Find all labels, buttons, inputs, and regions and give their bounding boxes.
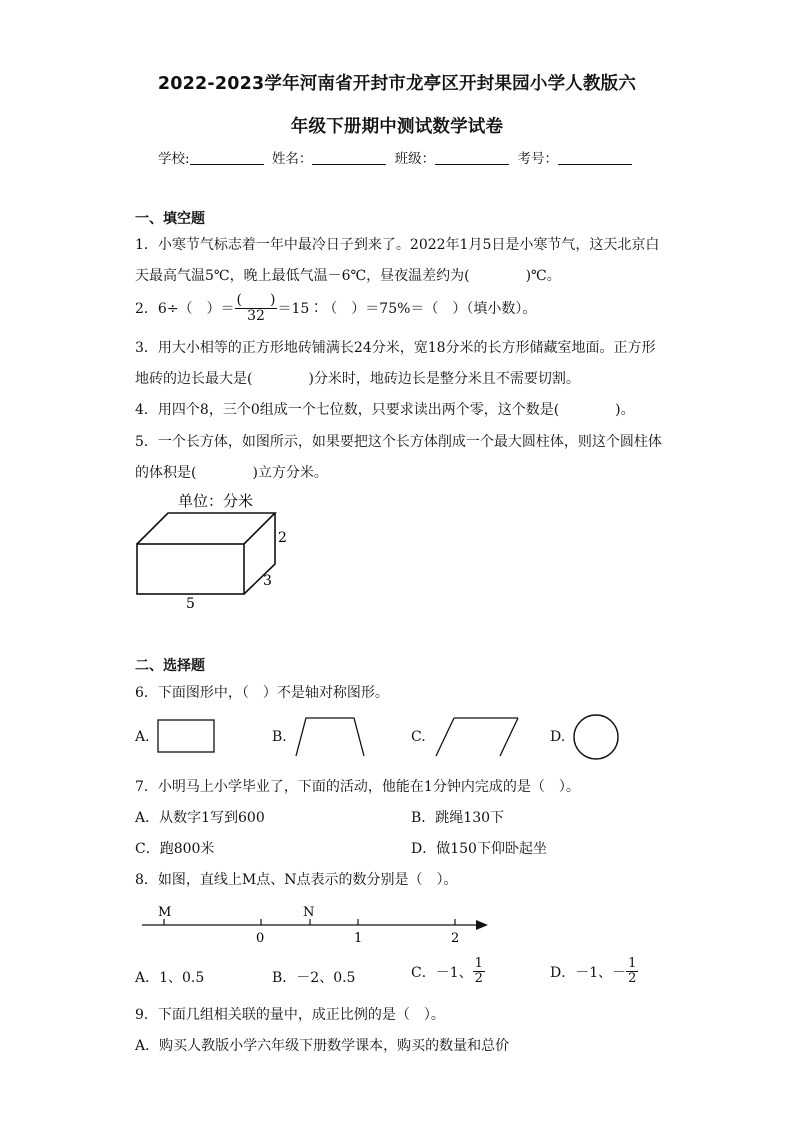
student-info-line — [0, 147, 794, 167]
cuboid-shape — [137, 513, 275, 594]
cuboid-figure — [130, 488, 300, 618]
number-line-figure — [138, 900, 498, 950]
q7-option-b[interactable]: B．跳绳130下 — [411, 810, 505, 826]
question-2 — [135, 293, 536, 325]
question-2-fraction-numerator: ( ) — [236, 292, 276, 308]
point-n-label: N — [303, 905, 315, 920]
school-label: 学校: — [158, 151, 190, 167]
question-2-prefix: 2．6÷（ ）＝ — [135, 300, 235, 317]
question-8: 8．如图，直线上M点、N点表示的数分别是（ ）。 — [135, 872, 458, 888]
question-2-fraction — [235, 293, 278, 325]
class-blank[interactable] — [435, 151, 509, 165]
q8-option-c-denominator: 2 — [474, 971, 483, 987]
question-1-line1: 1．小寒节气标志着一年中最冷日子到来了。2022年1月5日是小寒节气，这天北京白 — [135, 237, 660, 253]
question-5-line2: 的体积是( )立方分米。 — [135, 465, 328, 481]
question-6: 6．下面图形中，（ ）不是轴对称图形。 — [135, 685, 389, 701]
q6-option-d-label[interactable]: D. — [550, 729, 566, 745]
number-blank[interactable] — [558, 151, 632, 165]
question-9: 9．下面几组相关联的量中，成正比例的是（ ）。 — [135, 1007, 445, 1023]
question-2-fraction-denominator: 32 — [247, 308, 265, 325]
tick-label-0: 0 — [256, 931, 265, 946]
question-4: 4．用四个8，三个0组成一个七位数，只要求读出两个零，这个数是( )。 — [135, 402, 635, 418]
cuboid-depth-label: 3 — [263, 573, 272, 589]
cuboid-height-label: 2 — [278, 530, 287, 546]
question-3-line1: 3．用大小相等的正方形地砖铺满长24分米，宽18分米的长方形储藏室地面。正方形 — [135, 340, 656, 356]
q8-option-d-numerator: 1 — [628, 956, 637, 971]
q6-option-a-rectangle — [157, 719, 217, 755]
q6-option-d-circle — [570, 713, 626, 763]
q8-option-d[interactable] — [550, 957, 638, 987]
name-label: 姓名： — [271, 151, 313, 167]
q8-option-c-prefix: C．－1、 — [411, 964, 473, 981]
q8-option-b[interactable]: B．－2、0.5 — [272, 970, 356, 986]
document-title-line2: 年级下册期中测试数学试卷 — [290, 117, 504, 137]
question-5-line1: 5．一个长方体，如图所示，如果要把这个长方体削成一个最大圆柱体，则这个圆柱体 — [135, 434, 662, 450]
question-3-line2: 地砖的边长最大是( )分米时，地砖边长是整分米且不需要切割。 — [135, 371, 580, 387]
document-title-line1: 2022-2023学年河南省开封市龙亭区开封果园小学人教版六 — [157, 74, 637, 94]
q6-option-c-label[interactable]: C. — [411, 729, 426, 745]
tick-label-2: 2 — [451, 931, 460, 946]
q8-option-c-numerator: 1 — [474, 956, 483, 971]
q8-option-c[interactable] — [411, 957, 485, 987]
q9-option-a[interactable]: A．购买人教版小学六年级下册数学课本，购买的数量和总价 — [135, 1038, 510, 1054]
q6-option-a-label[interactable]: A. — [135, 729, 150, 745]
tick-label-1: 1 — [354, 931, 363, 946]
question-1-line2: 天最高气温5℃，晚上最低气温－6℃，昼夜温差约为( )℃。 — [135, 268, 561, 284]
q6-option-b-trapezoid — [294, 716, 366, 758]
figure-unit-label: 单位：分米 — [178, 492, 254, 510]
cuboid-length-label: 5 — [186, 596, 195, 612]
q6-option-c-parallelogram — [434, 716, 520, 758]
question-7: 7．小明马上小学毕业了，下面的活动，他能在1分钟内完成的是（ ）。 — [135, 779, 580, 795]
number-label: 考号： — [517, 151, 558, 167]
q6-option-b-label[interactable]: B. — [272, 729, 287, 745]
name-blank[interactable] — [312, 151, 386, 165]
q7-option-c[interactable]: C．跑800米 — [135, 841, 215, 857]
q7-option-d[interactable]: D．做150下仰卧起坐 — [411, 841, 547, 857]
q8-option-a[interactable]: A．1、0.5 — [135, 970, 205, 986]
q8-option-d-fraction — [626, 957, 638, 987]
section-multiple-choice-title: 二、选择题 — [135, 658, 205, 674]
q8-option-d-prefix: D．－1、－ — [550, 964, 627, 981]
number-line-arrow-icon — [476, 920, 488, 930]
class-label: 班级： — [394, 151, 436, 167]
section-fill-blank-title: 一、填空题 — [135, 211, 205, 227]
school-blank[interactable] — [190, 151, 264, 165]
q7-option-a[interactable]: A．从数字1写到600 — [135, 810, 265, 826]
question-2-suffix: ＝15∶（ ）＝75%＝（ ）（填小数）。 — [277, 300, 537, 317]
point-m-label: M — [158, 905, 172, 920]
q8-option-c-fraction — [473, 957, 485, 987]
q8-option-d-denominator: 2 — [628, 971, 637, 987]
